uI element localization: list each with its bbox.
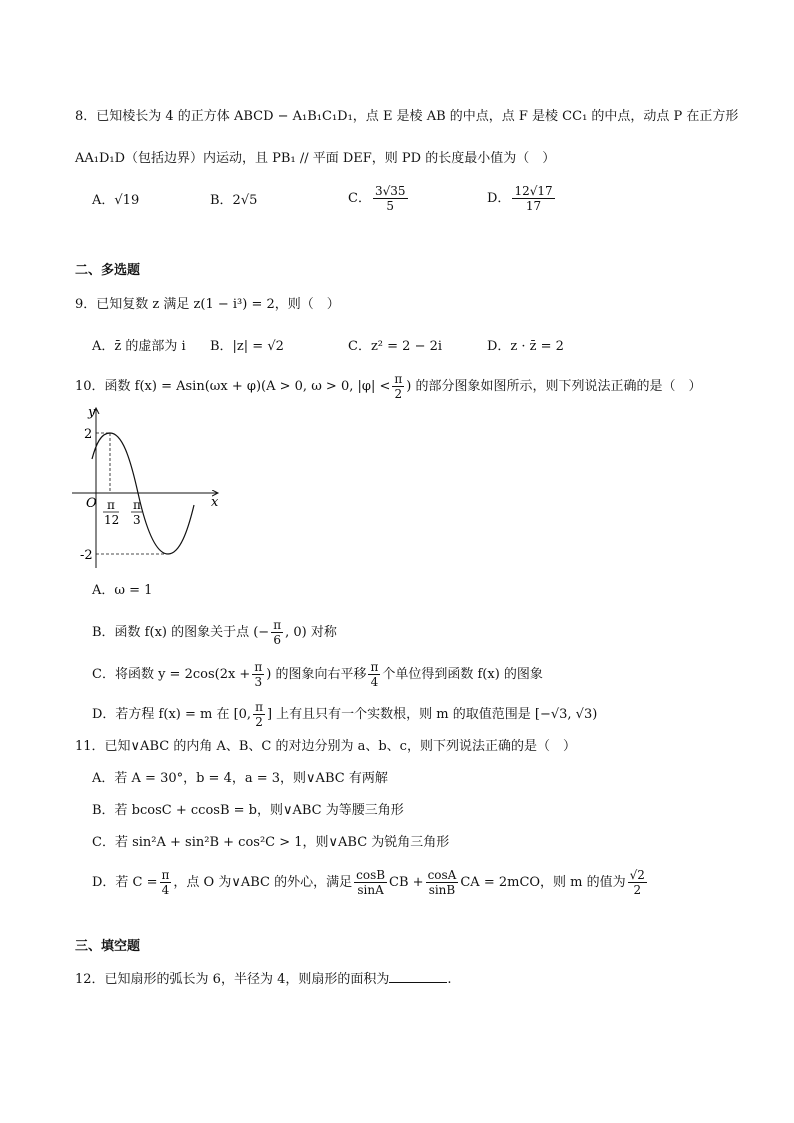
- section-title-multiple-choice: 二、多选题: [75, 263, 141, 278]
- q11-option-d-part-d: CA = 2mCO，则 m 的值为: [460, 875, 626, 890]
- q9-option-d: D．z · z̄ = 2: [487, 339, 564, 354]
- y-max-label: 2: [84, 427, 93, 442]
- fraction-numerator: π: [370, 660, 379, 674]
- fraction-denominator: 3: [254, 675, 263, 689]
- q10-option-d: [92, 700, 597, 729]
- q10-option-b-fraction: [271, 618, 283, 647]
- fraction-numerator: π: [255, 700, 263, 714]
- fraction-denominator: sinA: [357, 883, 384, 897]
- fraction-numerator: √2: [629, 868, 645, 882]
- q10-option-c: [92, 660, 543, 689]
- q11-option-b: B．若 bcosC + ccosB = b，则∨ABC 为等腰三角形: [92, 803, 404, 818]
- q10-option-c-part-c: 个单位得到函数 f(x) 的图象: [382, 667, 543, 682]
- tick2-numerator: π: [133, 498, 141, 512]
- q10-stem-fraction: [392, 372, 404, 401]
- q8-option-d-fraction: [512, 184, 554, 213]
- q8-option-b: B．2√5: [210, 193, 258, 208]
- fraction-denominator: 4: [370, 675, 379, 689]
- fraction-numerator: cosA: [427, 868, 457, 882]
- q8-stem-line2: AA₁D₁D（包括边界）内运动，且 PB₁ // 平面 DEF，则 PD 的长度最小值为（ ）: [75, 151, 556, 166]
- fraction-denominator: 17: [525, 199, 542, 213]
- fraction-numerator: π: [254, 660, 263, 674]
- q10-option-b-part-b: , 0) 对称: [285, 625, 337, 640]
- fraction-numerator: cosB: [356, 868, 386, 882]
- q11-stem: 11．已知∨ABC 的内角 A、B、C 的对边分别为 a、b、c，则下列说法正确的是（ ）: [75, 739, 576, 754]
- fraction-denominator: 5: [386, 199, 395, 213]
- q11-option-d-fraction-2: [354, 868, 387, 897]
- q8-option-c-label: C．: [348, 191, 371, 206]
- fraction-numerator: π: [273, 618, 282, 632]
- tick2-denominator: 3: [133, 513, 141, 527]
- q11-option-d: [92, 868, 649, 897]
- q11-option-d-fraction-1: [160, 868, 172, 897]
- q9-option-c: C．z² = 2 − 2i: [348, 339, 443, 354]
- q10-option-d-part-a: D．若方程 f(x) = m 在 [0,: [92, 707, 252, 722]
- q9-option-a: A．z̄ 的虚部为 i: [92, 339, 186, 354]
- q11-option-d-fraction-3: [426, 868, 459, 897]
- q12-stem-text: 12．已知扇形的弧长为 6，半径为 4，则扇形的面积为: [75, 972, 390, 987]
- q11-option-a: A．若 A = 30°，b = 4，a = 3，则∨ABC 有两解: [92, 771, 388, 786]
- q8-option-d-label: D．: [487, 191, 511, 206]
- q10-stem-part-a: 10．函数 f(x) = Asin(ωx + φ)(A > 0, ω > 0, |φ| <: [75, 379, 391, 394]
- q10-option-b-part-a: B．函数 f(x) 的图象关于点 (−: [92, 625, 270, 640]
- q11-option-d-part-a: D．若 C =: [92, 875, 158, 890]
- tick1-denominator: 12: [104, 513, 120, 527]
- q9-stem: 9．已知复数 z 满足 z(1 − i³) = 2，则（ ）: [75, 297, 340, 312]
- q10-option-c-fraction-1: [252, 660, 264, 689]
- q10-option-d-part-b: ] 上有且只有一个实数根，则 m 的取值范围是 [−√3, √3): [266, 707, 598, 722]
- q10-option-c-part-a: C．将函数 y = 2cos(2x +: [92, 667, 251, 682]
- q10-option-c-part-b: ) 的图象向右平移: [266, 667, 367, 682]
- q8-option-c: [348, 184, 410, 213]
- origin-label: O: [86, 496, 97, 511]
- q11-option-c: C．若 sin²A + sin²B + cos²C > 1，则∨ABC 为锐角三角形: [92, 835, 450, 850]
- q8-option-c-fraction: [373, 184, 408, 213]
- q11-option-d-part-b: ，点 O 为∨ABC 的外心，满足: [173, 875, 353, 890]
- q8-option-a: A．√19: [92, 193, 140, 208]
- section-title-fill-in: 三、填空题: [75, 939, 141, 954]
- fraction-denominator: 6: [273, 633, 281, 647]
- q12-stem-end: .: [447, 972, 452, 987]
- q10-option-b: [92, 618, 337, 647]
- q12-answer-blank[interactable]: [389, 970, 447, 983]
- fraction-denominator: 2: [394, 387, 403, 401]
- y-axis-label: y: [88, 405, 96, 420]
- fraction-denominator: 4: [161, 883, 170, 897]
- q10-option-d-fraction: [253, 700, 265, 729]
- q12-stem: [75, 970, 452, 989]
- fraction-denominator: 2: [255, 715, 263, 729]
- fraction-numerator: 12√17: [514, 184, 553, 198]
- q10-option-a: A．ω = 1: [92, 583, 153, 598]
- q9-option-b: B．|z| = √2: [210, 339, 284, 354]
- q10-function-graph: [70, 402, 230, 574]
- q8-stem-line1: 8．已知棱长为 4 的正方体 ABCD − A₁B₁C₁D₁，点 E 是棱 AB 的中点，点 F 是棱 CC₁ 的中点，动点 P 在正方形: [75, 109, 739, 124]
- q10-stem: [75, 372, 702, 401]
- q10-stem-part-b: ) 的部分图象如图所示，则下列说法正确的是（ ）: [406, 379, 702, 394]
- x-axis-label: x: [211, 495, 219, 510]
- q11-option-d-part-c: CB +: [389, 875, 424, 890]
- fraction-denominator: 2: [633, 883, 642, 897]
- fraction-numerator: π: [394, 372, 403, 386]
- q11-option-d-fraction-4: [628, 868, 647, 897]
- tick1-numerator: π: [107, 498, 115, 512]
- q10-option-c-fraction-2: [368, 660, 380, 689]
- fraction-numerator: 3√35: [374, 184, 406, 198]
- q8-option-d: [487, 184, 557, 213]
- fraction-numerator: π: [161, 868, 170, 882]
- y-min-label: -2: [80, 548, 93, 563]
- fraction-denominator: sinB: [428, 883, 456, 897]
